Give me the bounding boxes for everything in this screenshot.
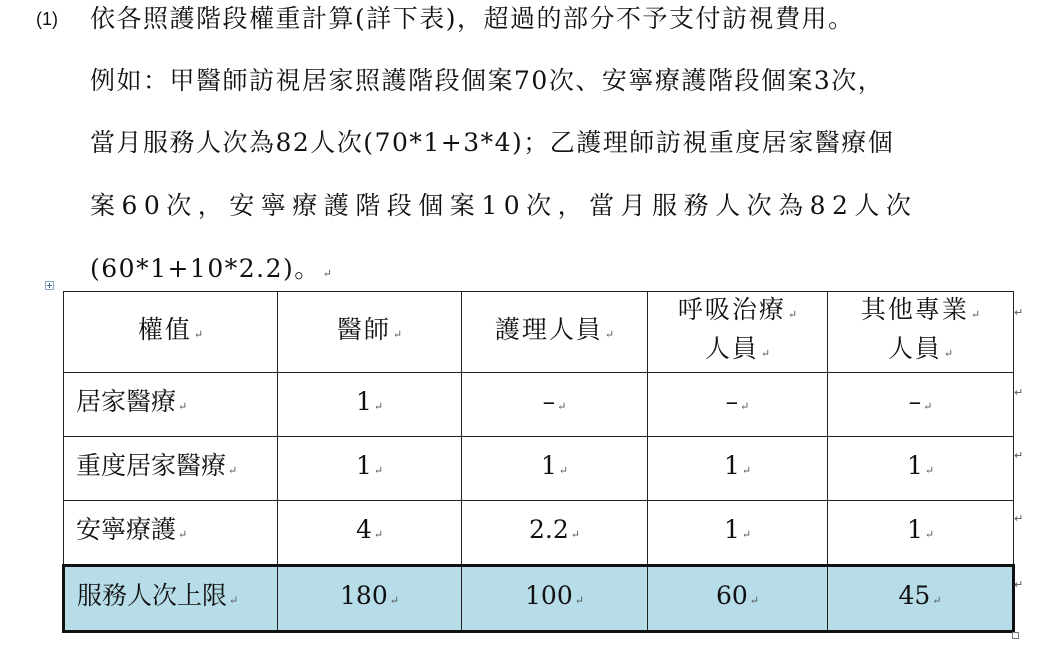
cell-value: 1 (906, 515, 923, 544)
cell-value: – (542, 387, 556, 416)
cell-value: 1 (540, 451, 557, 480)
cell-end-mark-icon: ↵ (749, 594, 760, 607)
paragraph-line-5-text: (60*1+10*2.2)。 (90, 254, 321, 283)
header-nurse[interactable] (462, 292, 648, 373)
header-respiratory-label-2: 人員 (704, 334, 759, 363)
cell-end-mark-icon: ↵ (373, 400, 384, 413)
cell-end-mark-icon: ↵ (604, 327, 615, 341)
cell-end-mark-icon: ↵ (574, 594, 584, 607)
cell-end-mark-icon: ↵ (741, 464, 752, 477)
cell-end-mark-icon: ↵ (760, 347, 771, 360)
cell-end-mark-icon: ↵ (392, 327, 403, 341)
header-weight[interactable] (64, 292, 278, 373)
header-other-label-2: 人員 (887, 334, 942, 363)
weight-table (62, 291, 1015, 633)
header-other-label-1: 其他專業 (860, 295, 969, 324)
paragraph-line-1-text: 依各照護階段權重計算(詳下表)，超過的部分不予支付訪視費用。 (90, 4, 855, 33)
cell-end-mark-icon: ↵ (389, 594, 399, 607)
paragraph-line-5 (90, 252, 332, 291)
header-respiratory[interactable] (648, 292, 828, 373)
paragraph-line-2-text: 例如：甲醫師訪視居家照護階段個案70次、安寧療護階段個案3次， (90, 66, 885, 95)
cell-doctor[interactable] (278, 501, 462, 566)
paragraph-line-4-text: 案60次，安寧療護階段個案10次，當月服務人次為82人次 (90, 191, 918, 220)
cell-end-mark-icon: ↵ (558, 464, 569, 477)
row-label-cell[interactable] (64, 566, 278, 632)
row-label: 安寧療護 (76, 515, 177, 544)
row-end-mark-icon: ↵ (1014, 386, 1024, 399)
table-row-severe-home-care (64, 437, 1014, 501)
cell-value: 1 (723, 515, 740, 544)
header-respiratory-label-1: 呼吸治療 (677, 295, 786, 324)
cell-value: 4 (355, 515, 372, 544)
cell-other[interactable] (828, 373, 1014, 437)
cell-end-mark-icon: ↵ (741, 528, 752, 541)
cell-end-mark-icon: ↵ (178, 400, 188, 413)
paragraph-mark-icon: ↵ (322, 267, 332, 280)
cell-end-mark-icon: ↵ (924, 528, 935, 541)
cell-end-mark-icon: ↵ (229, 594, 239, 607)
header-weight-label: 權值 (137, 314, 192, 344)
cell-nurse[interactable] (462, 501, 648, 566)
cell-end-mark-icon: ↵ (787, 308, 798, 321)
cell-value: 2.2 (529, 515, 569, 544)
cell-value: 1 (723, 451, 740, 480)
cell-value: 1 (355, 451, 372, 480)
cell-end-mark-icon: ↵ (373, 528, 384, 541)
paragraph-line-2 (90, 64, 884, 98)
table-resize-handle-icon[interactable] (1012, 632, 1019, 639)
cell-respiratory[interactable] (648, 437, 828, 501)
row-label: 居家醫療 (76, 387, 177, 416)
table-header-row (64, 292, 1014, 373)
header-doctor-label: 醫師 (336, 314, 391, 344)
paragraph-line-3-text: 當月服務人次為82人次(70*1+3*4)；乙護理師訪視重度居家醫療個 (90, 128, 895, 157)
row-end-mark-icon: ↵ (1014, 449, 1024, 462)
cell-end-mark-icon: ↵ (373, 464, 384, 477)
cell-value: 1 (355, 387, 372, 416)
cell-end-mark-icon: ↵ (932, 594, 942, 607)
cell-nurse[interactable] (462, 373, 648, 437)
cell-end-mark-icon: ↵ (740, 400, 750, 413)
paragraph-line-3 (90, 126, 894, 160)
row-label-cell[interactable] (64, 373, 278, 437)
cell-value: 180 (340, 581, 388, 610)
cell-end-mark-icon: ↵ (570, 528, 580, 541)
cell-respiratory[interactable] (648, 566, 828, 632)
row-end-mark-icon: ↵ (1014, 578, 1024, 591)
row-label: 服務人次上限 (77, 581, 228, 610)
cell-doctor[interactable] (278, 566, 462, 632)
cell-end-mark-icon: ↵ (228, 464, 238, 477)
paragraph-line-4 (90, 189, 917, 223)
row-label-cell[interactable] (64, 501, 278, 566)
header-other[interactable] (828, 292, 1014, 373)
cell-end-mark-icon: ↵ (923, 400, 933, 413)
row-end-mark-icon: ↵ (1014, 512, 1024, 525)
cell-end-mark-icon: ↵ (924, 464, 935, 477)
cell-value: 60 (715, 581, 748, 610)
table-row-service-limit (64, 566, 1014, 632)
cell-value: – (725, 387, 739, 416)
cell-value: – (908, 387, 922, 416)
cell-other[interactable] (828, 437, 1014, 501)
cell-value: 1 (906, 451, 923, 480)
item-number: (1) (36, 9, 58, 29)
cell-end-mark-icon: ↵ (943, 347, 954, 360)
cell-nurse[interactable] (462, 566, 648, 632)
cell-nurse[interactable] (462, 437, 648, 501)
cell-value: 100 (525, 581, 573, 610)
cell-end-mark-icon: ↵ (193, 327, 204, 341)
header-doctor[interactable] (278, 292, 462, 373)
row-end-mark-icon: ↵ (1014, 306, 1024, 319)
cell-other[interactable] (828, 566, 1014, 632)
cell-respiratory[interactable] (648, 373, 828, 437)
cell-other[interactable] (828, 501, 1014, 566)
cell-value: 45 (898, 581, 931, 610)
table-row-hospice-care (64, 501, 1014, 566)
cell-doctor[interactable] (278, 437, 462, 501)
cell-end-mark-icon: ↵ (178, 528, 188, 541)
header-nurse-label: 護理人員 (494, 314, 603, 344)
cell-respiratory[interactable] (648, 501, 828, 566)
cell-doctor[interactable] (278, 373, 462, 437)
table-move-handle-icon[interactable] (45, 281, 54, 290)
paragraph-line-1 (90, 2, 855, 36)
table-row-home-care (64, 373, 1014, 437)
row-label: 重度居家醫療 (76, 451, 227, 480)
row-label-cell[interactable] (64, 437, 278, 501)
cell-end-mark-icon: ↵ (970, 308, 981, 321)
cell-end-mark-icon: ↵ (557, 400, 567, 413)
